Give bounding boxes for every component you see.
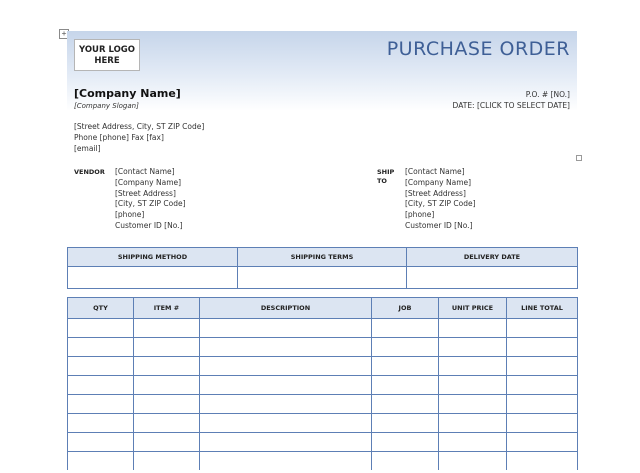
vendor-customer-id-field[interactable]: Customer ID [No.] <box>115 220 183 230</box>
qty-cell[interactable] <box>68 414 134 433</box>
email-field[interactable]: [email] <box>74 144 101 153</box>
table-move-handle-icon[interactable]: + <box>59 29 69 39</box>
item-number-cell[interactable] <box>134 395 200 414</box>
shipping-header-row <box>68 248 578 267</box>
shipto-customer-id-field[interactable]: Customer ID [No.] <box>405 220 473 230</box>
shipping-method-header: SHIPPING METHOD <box>68 248 238 267</box>
item-number-cell[interactable] <box>134 357 200 376</box>
job-cell[interactable] <box>372 452 439 471</box>
document-title: PURCHASE ORDER <box>386 38 570 60</box>
job-cell[interactable] <box>372 376 439 395</box>
vendor-city-field[interactable]: [City, ST ZIP Code] <box>115 199 186 209</box>
table-row <box>68 338 578 357</box>
description-cell[interactable] <box>200 395 372 414</box>
shipping-table <box>67 247 578 289</box>
shipping-method-cell[interactable] <box>68 267 238 289</box>
job-cell[interactable] <box>372 319 439 338</box>
qty-cell[interactable] <box>68 452 134 471</box>
unit-price-cell[interactable] <box>439 338 507 357</box>
line-total-cell[interactable] <box>507 319 578 338</box>
ship-to-label-line-1: SHIP <box>377 168 395 176</box>
vendor-company-name-field[interactable]: [Company Name] <box>115 177 182 187</box>
description-cell[interactable] <box>200 452 372 471</box>
line-total-cell[interactable] <box>507 395 578 414</box>
line-total-cell[interactable] <box>507 338 578 357</box>
street-address-field[interactable]: [Street Address, City, ST ZIP Code] <box>74 122 205 131</box>
qty-cell[interactable] <box>68 319 134 338</box>
item-number-header: ITEM # <box>134 298 200 319</box>
ship-to-address-block <box>405 167 476 232</box>
job-cell[interactable] <box>372 357 439 376</box>
qty-cell[interactable] <box>68 433 134 452</box>
item-number-cell[interactable] <box>134 452 200 471</box>
table-resize-handle-icon[interactable] <box>576 155 582 161</box>
ship-to-label <box>377 168 394 186</box>
qty-cell[interactable] <box>68 376 134 395</box>
shipping-values-row <box>68 267 578 289</box>
item-number-cell[interactable] <box>134 319 200 338</box>
shipping-terms-header: SHIPPING TERMS <box>238 248 407 267</box>
description-cell[interactable] <box>200 414 372 433</box>
line-total-header: LINE TOTAL <box>507 298 578 319</box>
qty-cell[interactable] <box>68 395 134 414</box>
vendor-street-field[interactable]: [Street Address] <box>115 188 176 198</box>
qty-cell[interactable] <box>68 357 134 376</box>
job-cell[interactable] <box>372 414 439 433</box>
item-number-cell[interactable] <box>134 338 200 357</box>
shipping-terms-cell[interactable] <box>238 267 407 289</box>
date-picker-field[interactable]: DATE: [CLICK TO SELECT DATE] <box>452 101 570 110</box>
table-row <box>68 395 578 414</box>
table-row <box>68 452 578 471</box>
job-cell[interactable] <box>372 433 439 452</box>
unit-price-cell[interactable] <box>439 395 507 414</box>
line-items-table <box>67 297 578 470</box>
vendor-phone-field[interactable]: [phone] <box>115 210 145 220</box>
item-number-cell[interactable] <box>134 433 200 452</box>
item-number-cell[interactable] <box>134 376 200 395</box>
job-cell[interactable] <box>372 338 439 357</box>
logo-line-1: YOUR LOGO <box>78 45 136 55</box>
company-name-field[interactable]: [Company Name] <box>74 87 181 100</box>
company-slogan-field[interactable]: [Company Slogan] <box>74 102 139 110</box>
logo-line-2: HERE <box>94 56 120 66</box>
description-cell[interactable] <box>200 338 372 357</box>
unit-price-cell[interactable] <box>439 319 507 338</box>
table-row <box>68 357 578 376</box>
delivery-date-header: DELIVERY DATE <box>407 248 578 267</box>
shipto-company-name-field[interactable]: [Company Name] <box>405 177 472 187</box>
table-row <box>68 433 578 452</box>
unit-price-cell[interactable] <box>439 414 507 433</box>
job-header: JOB <box>372 298 439 319</box>
vendor-contact-name-field[interactable]: [Contact Name] <box>115 167 175 176</box>
table-row <box>68 319 578 338</box>
table-row <box>68 414 578 433</box>
shipto-street-field[interactable]: [Street Address] <box>405 188 466 198</box>
company-address-block <box>74 121 204 154</box>
description-cell[interactable] <box>200 357 372 376</box>
po-number-field[interactable]: P.O. # [NO.] <box>525 90 570 99</box>
vendor-address-block <box>115 167 186 232</box>
phone-fax-field[interactable]: Phone [phone] Fax [fax] <box>74 133 164 142</box>
vendor-label: VENDOR <box>74 168 105 176</box>
unit-price-cell[interactable] <box>439 433 507 452</box>
line-total-cell[interactable] <box>507 452 578 471</box>
line-total-cell[interactable] <box>507 433 578 452</box>
shipto-contact-name-field[interactable]: [Contact Name] <box>405 167 465 176</box>
unit-price-cell[interactable] <box>439 376 507 395</box>
qty-header: QTY <box>68 298 134 319</box>
items-header-row <box>68 298 578 319</box>
description-cell[interactable] <box>200 319 372 338</box>
line-total-cell[interactable] <box>507 357 578 376</box>
line-total-cell[interactable] <box>507 376 578 395</box>
line-total-cell[interactable] <box>507 414 578 433</box>
unit-price-cell[interactable] <box>439 357 507 376</box>
unit-price-cell[interactable] <box>439 452 507 471</box>
logo-placeholder[interactable] <box>74 39 140 71</box>
job-cell[interactable] <box>372 395 439 414</box>
qty-cell[interactable] <box>68 338 134 357</box>
ship-to-label-line-2: TO <box>377 177 387 185</box>
table-row <box>68 376 578 395</box>
item-number-cell[interactable] <box>134 414 200 433</box>
shipto-city-field[interactable]: [City, ST ZIP Code] <box>405 199 476 209</box>
description-header: DESCRIPTION <box>200 298 372 319</box>
unit-price-header: UNIT PRICE <box>439 298 507 319</box>
shipto-phone-field[interactable]: [phone] <box>405 210 435 220</box>
description-cell[interactable] <box>200 376 372 395</box>
delivery-date-cell[interactable] <box>407 267 578 289</box>
description-cell[interactable] <box>200 433 372 452</box>
